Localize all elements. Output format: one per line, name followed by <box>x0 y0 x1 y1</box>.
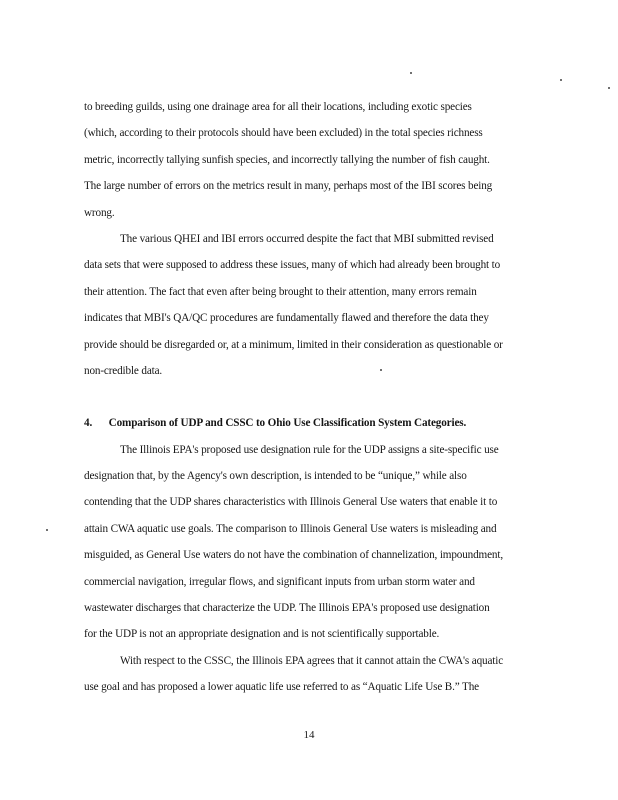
text-line: provide should be disregarded or, at a minimum, limited in their consideration as questionable or <box>84 338 503 351</box>
text-line: wrong. <box>84 206 115 219</box>
section-number: 4. <box>84 417 93 430</box>
text-line: metric, incorrectly tallying sunfish species, and incorrectly tallying the number of fish caught. <box>84 153 490 166</box>
text-line: for the UDP is not an appropriate designation and is not scientifically supportable. <box>84 628 440 641</box>
scan-speck <box>560 79 562 81</box>
body-text <box>84 94 544 701</box>
text-line: wastewater discharges that characterize the UDP. The Illinois EPA's proposed use designation <box>84 602 490 615</box>
text-line: use goal and has proposed a lower aquatic life use referred to as “Aquatic Life Use B.” The <box>84 681 479 694</box>
paragraph-3 <box>84 437 544 648</box>
page-number: 14 <box>303 729 315 741</box>
scan-speck <box>608 87 610 89</box>
paragraph-4 <box>84 648 544 701</box>
paragraph-1 <box>84 94 544 226</box>
text-line: commercial navigation, irregular flows, and significant inputs from urban storm water and <box>84 575 475 588</box>
text-line: data sets that were supposed to address these issues, many of which had already been brought to <box>84 259 501 272</box>
text-line: indicates that MBI's QA/QC procedures are fundamentally flawed and therefore the data they <box>84 312 489 325</box>
section-title: Comparison of UDP and CSSC to Ohio Use Classification System Categories. <box>108 417 467 430</box>
text-line: their attention. The fact that even after being brought to their attention, many errors remain <box>84 285 477 298</box>
scan-speck <box>410 72 412 74</box>
text-line: With respect to the CSSC, the Illinois EPA agrees that it cannot attain the CWA's aquatic <box>120 654 504 667</box>
paragraph-2 <box>84 226 544 384</box>
text-line: misguided, as General Use waters do not have the combination of channelization, impoundment, <box>84 549 503 562</box>
text-line: The Illinois EPA's proposed use designation rule for the UDP assigns a site-specific use <box>120 443 499 456</box>
text-line: non-credible data. <box>84 364 163 377</box>
text-line: contending that the UDP shares characteristics with Illinois General Use waters that enable it to <box>84 496 498 509</box>
text-line: to breeding guilds, using one drainage area for all their locations, including exotic species <box>84 101 472 113</box>
spacer <box>84 384 544 410</box>
text-line: The large number of errors on the metrics result in many, perhaps most of the IBI scores being <box>84 180 493 193</box>
text-line: attain CWA aquatic use goals. The comparison to Illinois General Use waters is misleading and <box>84 522 497 535</box>
text-line: The various QHEI and IBI errors occurred despite the fact that MBI submitted revised <box>120 232 494 245</box>
section-heading <box>84 410 544 436</box>
text-line: designation that, by the Agency's own description, is intended to be “unique,” while also <box>84 470 467 483</box>
scan-speck <box>46 529 48 531</box>
text-line: (which, according to their protocols should have been excluded) in the total species richness <box>84 127 483 140</box>
